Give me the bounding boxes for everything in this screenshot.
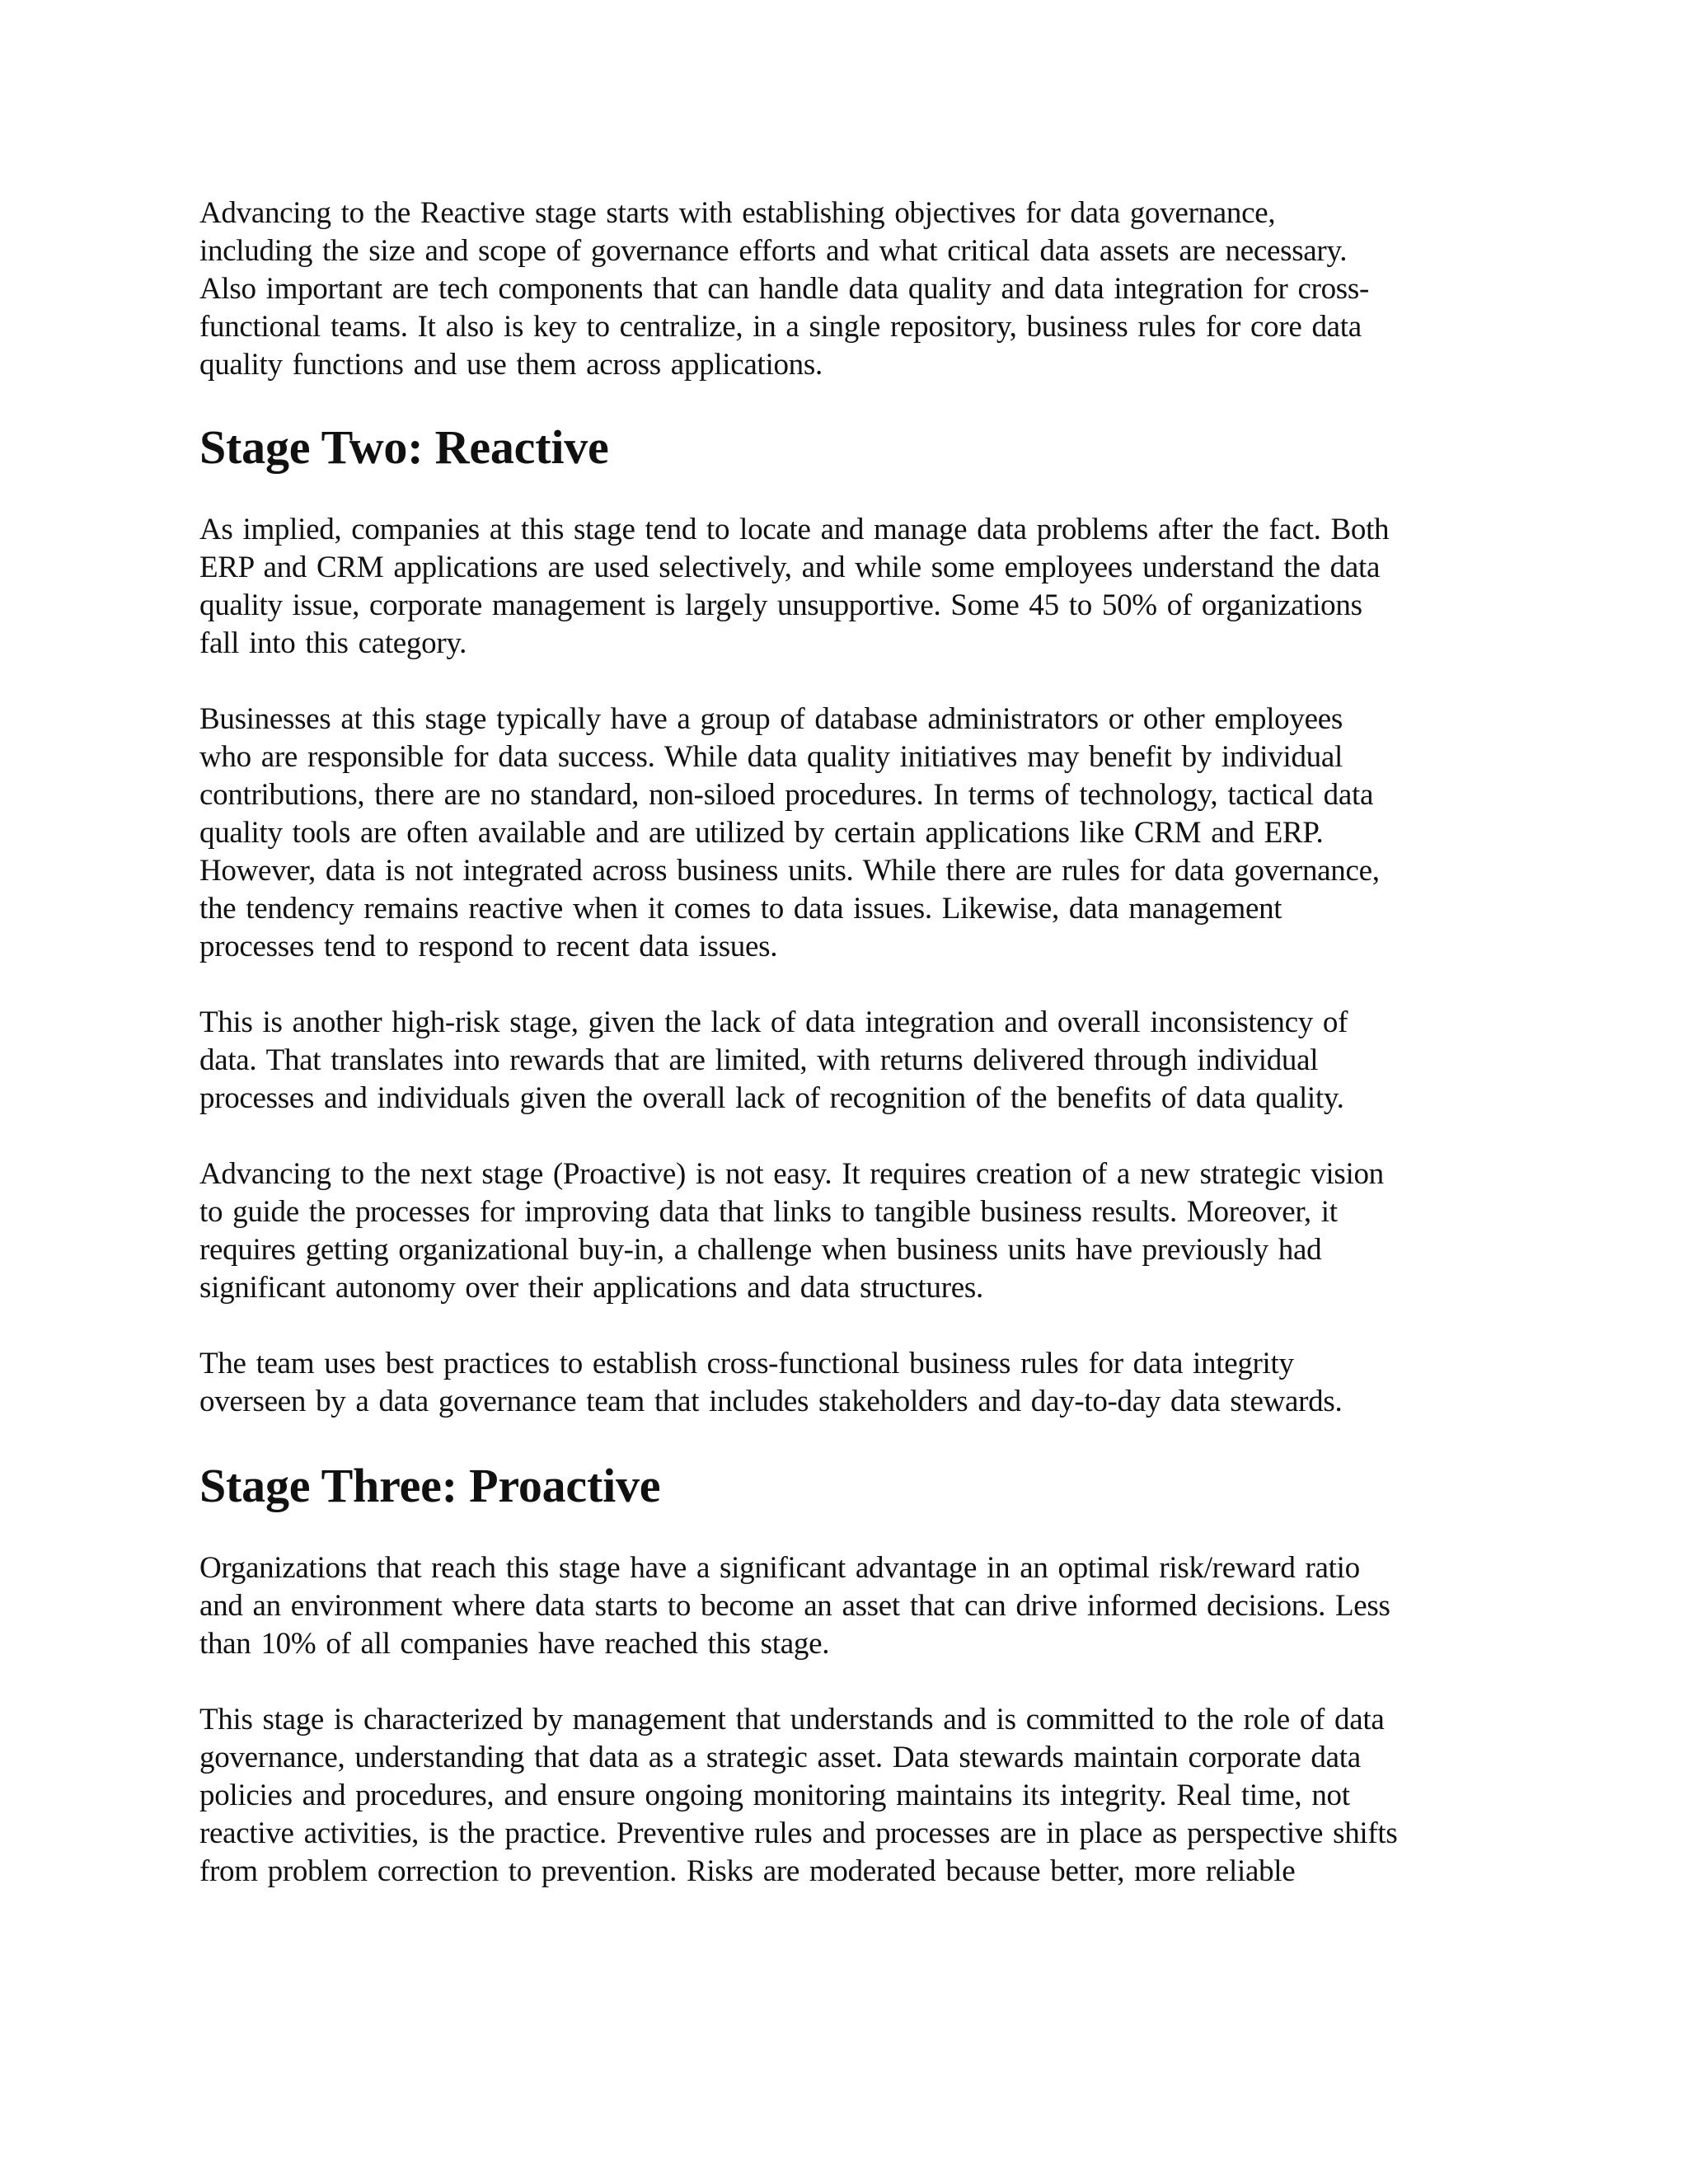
stage-two-paragraph-4 — [199, 1155, 1502, 1307]
text-line: requires getting organizational buy-in, a challenge when business units have previously had — [199, 1233, 1322, 1267]
text-line: overseen by a data governance team that includes stakeholders and day-to-day data stewards. — [199, 1385, 1343, 1418]
text-line: who are responsible for data success. While data quality initiatives may benefit by individual — [199, 740, 1343, 774]
stage-two-paragraph-2 — [199, 701, 1502, 966]
stage-three-paragraph-1 — [199, 1549, 1502, 1663]
text-line: Advancing to the next stage (Proactive) is not easy. It requires creation of a new strategic vision — [199, 1157, 1384, 1191]
stage-two-heading: Stage Two: Reactive — [199, 420, 609, 474]
stage-three-heading: Stage Three: Proactive — [199, 1459, 661, 1512]
text-line: the tendency remains reactive when it comes to data issues. Likewise, data management — [199, 892, 1282, 926]
text-line: reactive activities, is the practice. Preventive rules and processes are in place as perspective shifts — [199, 1816, 1398, 1850]
text-line: Also important are tech components that can handle data quality and data integration for cross- — [199, 272, 1370, 306]
text-line: processes tend to respond to recent data issues. — [199, 930, 778, 963]
text-line: to guide the processes for improving data that links to tangible business results. Moreover, it — [199, 1195, 1338, 1229]
text-line: quality functions and use them across applications. — [199, 348, 823, 382]
text-line: However, data is not integrated across business units. While there are rules for data governance, — [199, 854, 1380, 888]
text-line: Organizations that reach this stage have a significant advantage in an optimal risk/reward ratio — [199, 1551, 1360, 1585]
text-line: Businesses at this stage typically have a group of database administrators or other employees — [199, 702, 1343, 736]
text-line: governance, understanding that data as a strategic asset. Data stewards maintain corporate data — [199, 1741, 1361, 1774]
document-body — [199, 194, 1502, 1929]
text-line: policies and procedures, and ensure ongoing monitoring maintains its integrity. Real time, not — [199, 1779, 1350, 1812]
text-line: including the size and scope of governance efforts and what critical data assets are necessary. — [199, 234, 1348, 268]
text-line: quality issue, corporate management is largely unsupportive. Some 45 to 50% of organizations — [199, 588, 1362, 622]
text-line: than 10% of all companies have reached this stage. — [199, 1627, 830, 1661]
text-line: ERP and CRM applications are used selectively, and while some employees understand the data — [199, 551, 1381, 584]
text-line: from problem correction to prevention. Risks are moderated because better, more reliable — [199, 1854, 1296, 1888]
stage-two-paragraph-3 — [199, 1004, 1502, 1118]
text-line: processes and individuals given the overall lack of recognition of the benefits of data quality. — [199, 1081, 1344, 1115]
text-line: data. That translates into rewards that are limited, with returns delivered through individual — [199, 1043, 1319, 1077]
intro-paragraph — [199, 194, 1502, 384]
text-line: The team uses best practices to establish cross-functional business rules for data integrity — [199, 1347, 1294, 1380]
text-line: fall into this category. — [199, 626, 467, 660]
text-line: and an environment where data starts to become an asset that can drive informed decisions. Less — [199, 1589, 1390, 1623]
text-line: functional teams. It also is key to centralize, in a single repository, business rules for core data — [199, 310, 1362, 344]
text-line: As implied, companies at this stage tend to locate and manage data problems after the fact. Both — [199, 513, 1390, 546]
stage-two-paragraph-1 — [199, 511, 1502, 663]
text-line: contributions, there are no standard, non-siloed procedures. In terms of technology, tactical data — [199, 778, 1374, 812]
stage-three-paragraph-2 — [199, 1701, 1502, 1891]
text-line: significant autonomy over their applications and data structures. — [199, 1271, 983, 1305]
text-line: This stage is characterized by management that understands and is committed to the role of data — [199, 1703, 1385, 1736]
text-line: quality tools are often available and are utilized by certain applications like CRM and ERP. — [199, 816, 1324, 850]
text-line: This is another high-risk stage, given the lack of data integration and overall inconsistency of — [199, 1005, 1348, 1039]
stage-two-paragraph-5 — [199, 1345, 1502, 1421]
text-line: Advancing to the Reactive stage starts with establishing objectives for data governance, — [199, 196, 1276, 230]
